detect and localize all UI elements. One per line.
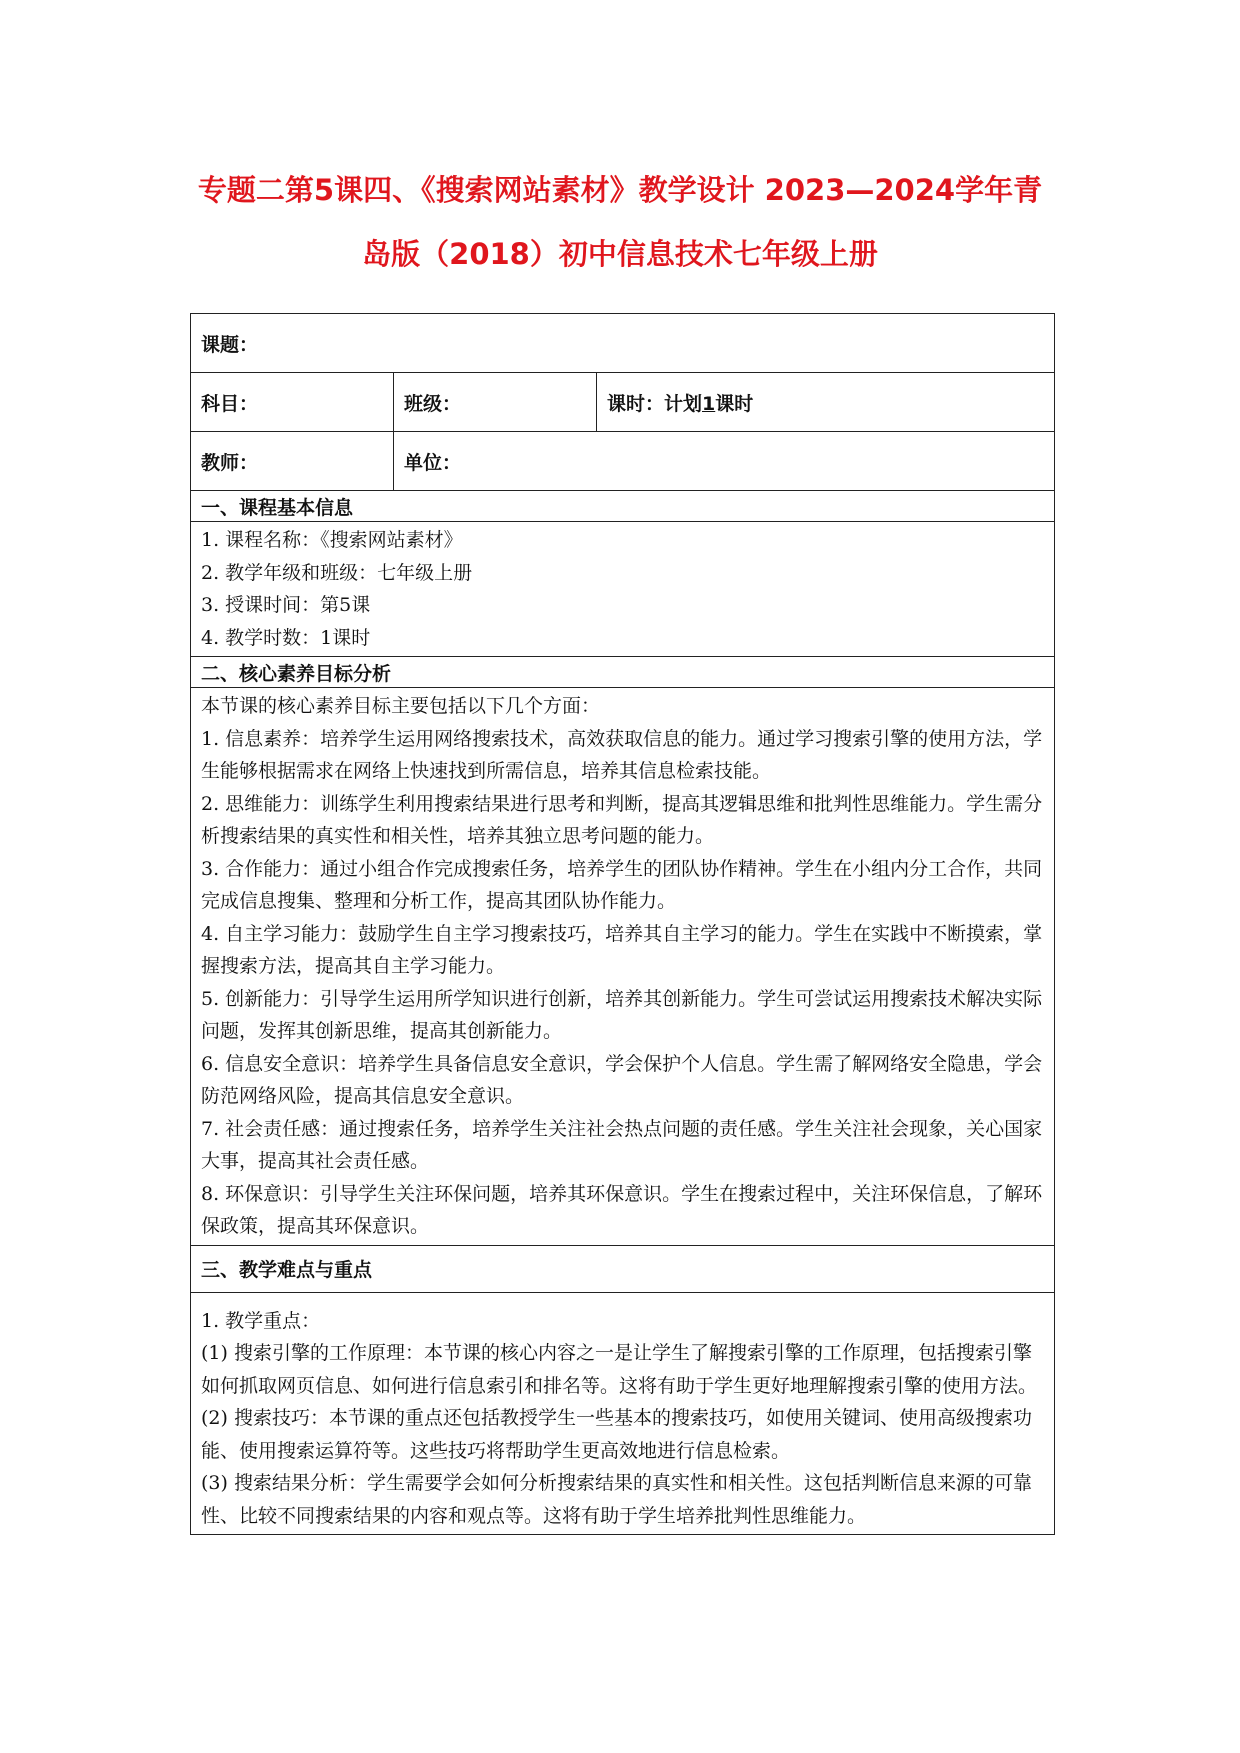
- hours-cell: [597, 373, 1055, 432]
- section2-heading-row: [191, 657, 1055, 688]
- section3-heading-row: [191, 1245, 1055, 1292]
- section1-item: 4. 教学时数：1课时: [201, 626, 371, 649]
- section3-body-row: [191, 1292, 1055, 1535]
- section1-item: 2. 教学年级和班级：七年级上册: [201, 561, 473, 584]
- section1-item: 1. 课程名称：《搜索网站素材》: [201, 529, 463, 551]
- section2-paragraph: 7. 社会责任感：通过搜索任务，培养学生关注社会热点问题的责任感。学生关注社会现象，关心国家大事，提高其社会责任感。: [201, 1117, 1043, 1172]
- section1-heading-row: [191, 491, 1055, 522]
- teacher-label: 教师：: [191, 432, 394, 491]
- section3-paragraph: (1) 搜索引擎的工作原理：本节课的核心内容之一是让学生了解搜索引擎的工作原理，包括搜索引擎如何抓取网页信息、如何进行信息索引和排名等。这将有助于学生更好地理解搜索引擎的使用方法。: [201, 1342, 1038, 1397]
- section3-heading: 三、教学难点与重点: [191, 1245, 1055, 1292]
- section2-paragraph: 2. 思维能力：训练学生利用搜索结果进行思考和判断，提高其逻辑思维和批判性思维能力。学生需分析搜索结果的真实性和相关性，培养其独立思考问题的能力。: [201, 792, 1043, 847]
- section2-paragraph: 1. 信息素养：培养学生运用网络搜索技术，高效获取信息的能力。通过学习搜索引擎的使用方法，学生能够根据需求在网络上快速找到所需信息，培养其信息检索技能。: [201, 727, 1043, 782]
- teacher-row: [191, 432, 1055, 491]
- section2-heading: 二、核心素养目标分析: [191, 657, 1055, 688]
- hours-value: 1: [702, 392, 716, 415]
- section2-paragraph: 本节课的核心素养目标主要包括以下几个方面：: [201, 695, 601, 717]
- title-line-2: 岛版（2018）初中信息技术七年级上册: [362, 237, 878, 271]
- unit-label: 单位：: [394, 432, 1055, 491]
- section2-paragraph: 5. 创新能力：引导学生运用所学知识进行创新，培养其创新能力。学生可尝试运用搜索技术解决实际问题，发挥其创新思维，提高其创新能力。: [201, 987, 1043, 1042]
- section3-paragraph: 1. 教学重点：: [201, 1309, 321, 1332]
- section3-body: [191, 1292, 1055, 1535]
- section1-body-row: [191, 522, 1055, 657]
- section1-item: 3. 授课时间：第5课: [201, 594, 371, 616]
- topic-label: 课题：: [191, 314, 1055, 373]
- section2-paragraph: 6. 信息安全意识：培养学生具备信息安全意识，学会保护个人信息。学生需了解网络安全隐患，学会防范网络风险，提高其信息安全意识。: [201, 1052, 1043, 1107]
- section2-paragraph: 4. 自主学习能力：鼓励学生自主学习搜索技巧，培养其自主学习的能力。学生在实践中不断摸索，掌握搜索方法，提高其自主学习能力。: [201, 922, 1043, 977]
- document-title: [150, 158, 1090, 286]
- hours-prefix: 课时：计划: [607, 392, 703, 415]
- title-line-1: 专题二第5课四、《搜索网站素材》教学设计 2023—2024学年青: [197, 173, 1043, 207]
- section1-heading: 一、课程基本信息: [191, 491, 1055, 522]
- hours-suffix: 课时: [715, 392, 754, 415]
- subject-row: [191, 373, 1055, 432]
- class-label: 班级：: [394, 373, 597, 432]
- section3-paragraph: (3) 搜索结果分析：学生需要学会如何分析搜索结果的真实性和相关性。这包括判断信息来源的可靠性、比较不同搜索结果的内容和观点等。这将有助于学生培养批判性思维能力。: [201, 1472, 1032, 1527]
- topic-row: [191, 314, 1055, 373]
- subject-label: 科目：: [191, 373, 394, 432]
- section1-body: [191, 522, 1055, 657]
- section3-paragraph: (2) 搜索技巧：本节课的重点还包括教授学生一些基本的搜索技巧，如使用关键词、使用高级搜索功能、使用搜索运算符等。这些技巧将帮助学生更高效地进行信息检索。: [201, 1407, 1032, 1462]
- section2-body-row: [191, 688, 1055, 1246]
- section2-body: [191, 688, 1055, 1246]
- lesson-plan-table: [190, 313, 1055, 1535]
- section2-paragraph: 8. 环保意识：引导学生关注环保问题，培养其环保意识。学生在搜索过程中，关注环保信息，了解环保政策，提高其环保意识。: [201, 1182, 1043, 1237]
- section2-paragraph: 3. 合作能力：通过小组合作完成搜索任务，培养学生的团队协作精神。学生在小组内分工合作，共同完成信息搜集、整理和分析工作，提高其团队协作能力。: [201, 857, 1043, 912]
